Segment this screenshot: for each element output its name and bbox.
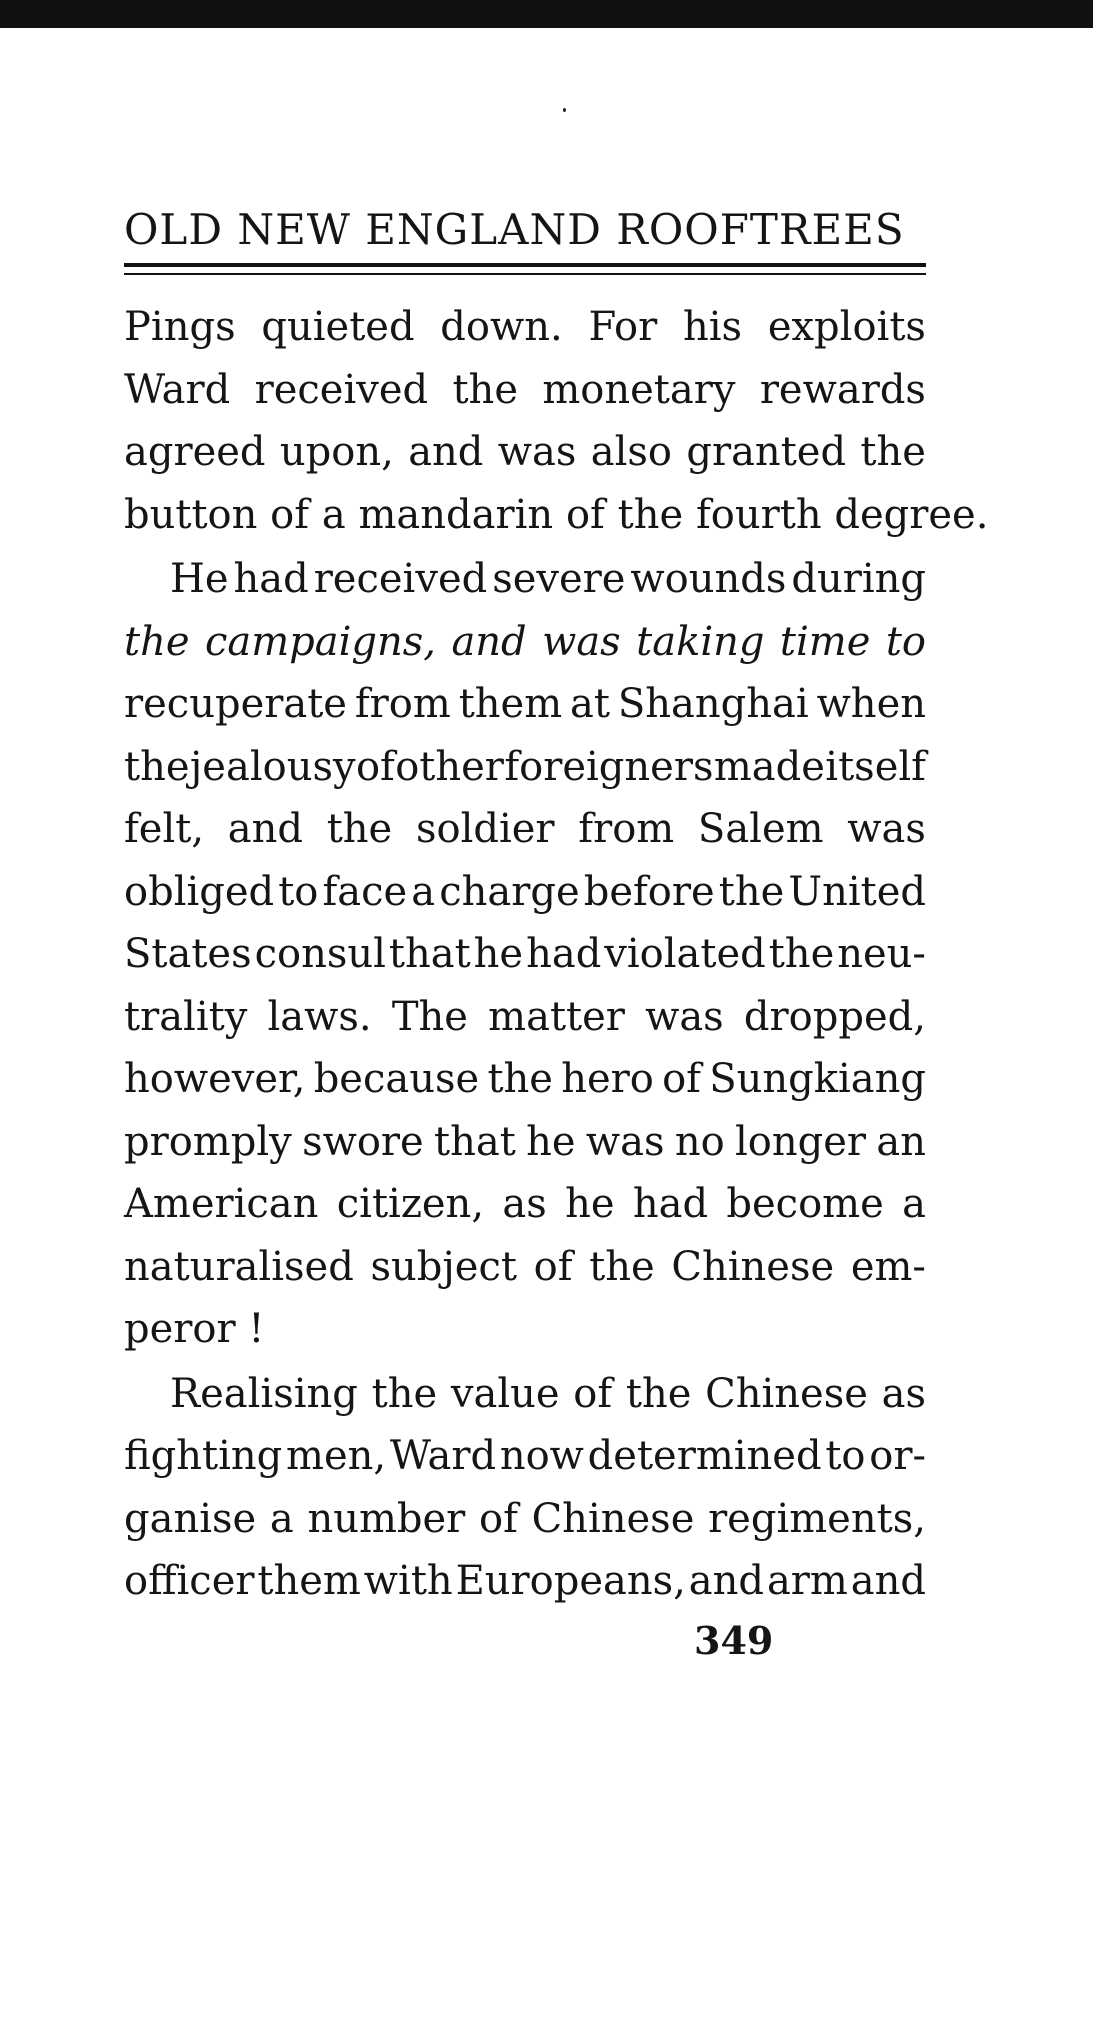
text-line: recuperate from them at Shanghai when xyxy=(124,681,926,727)
running-head: OLD NEW ENGLAND ROOFTREES xyxy=(124,205,905,254)
text-line: promply swore that he was no longer an xyxy=(124,1118,926,1165)
text-line: Ward received the monetary rewards xyxy=(124,366,926,413)
print-speck xyxy=(563,108,566,112)
text-line: however, because the hero of Sungkiang xyxy=(124,1056,926,1102)
text-line: trality laws. The matter was dropped, xyxy=(124,993,926,1040)
text-line: ganise a number of Chinese regiments, xyxy=(124,1495,926,1542)
body-text xyxy=(124,296,989,1613)
text-line: States consul that he had violated the neu- xyxy=(124,931,926,977)
text-line: American citizen, as he had become a xyxy=(124,1181,926,1227)
page-number: 349 xyxy=(694,1618,774,1663)
text-line: peror ! xyxy=(124,1306,265,1352)
text-line: felt, and the soldier from Salem was xyxy=(124,806,926,852)
text-line: fighting men, Ward now determined to or- xyxy=(124,1433,926,1479)
text-line: Realising the value of the Chinese as xyxy=(170,1370,926,1417)
text-line: agreed upon, and was also granted the xyxy=(124,429,926,475)
text-line: button of a mandarin of the fourth degree. xyxy=(124,491,989,538)
text-line: the jealousy of other foreigners made itself xyxy=(124,743,926,790)
text-line: He had received severe wounds during xyxy=(170,556,926,602)
text-line: naturalised subject of the Chinese em- xyxy=(124,1243,926,1290)
text-line: Pings quieted down. For his exploits xyxy=(124,304,926,350)
text-line: officer them with Europeans, and arm and xyxy=(124,1558,926,1604)
text-line: obliged to face a charge before the United xyxy=(124,868,926,915)
text-line: the campaigns, and was taking time to xyxy=(124,618,926,665)
page-top-border xyxy=(0,0,1093,28)
header-double-rule xyxy=(124,263,926,275)
